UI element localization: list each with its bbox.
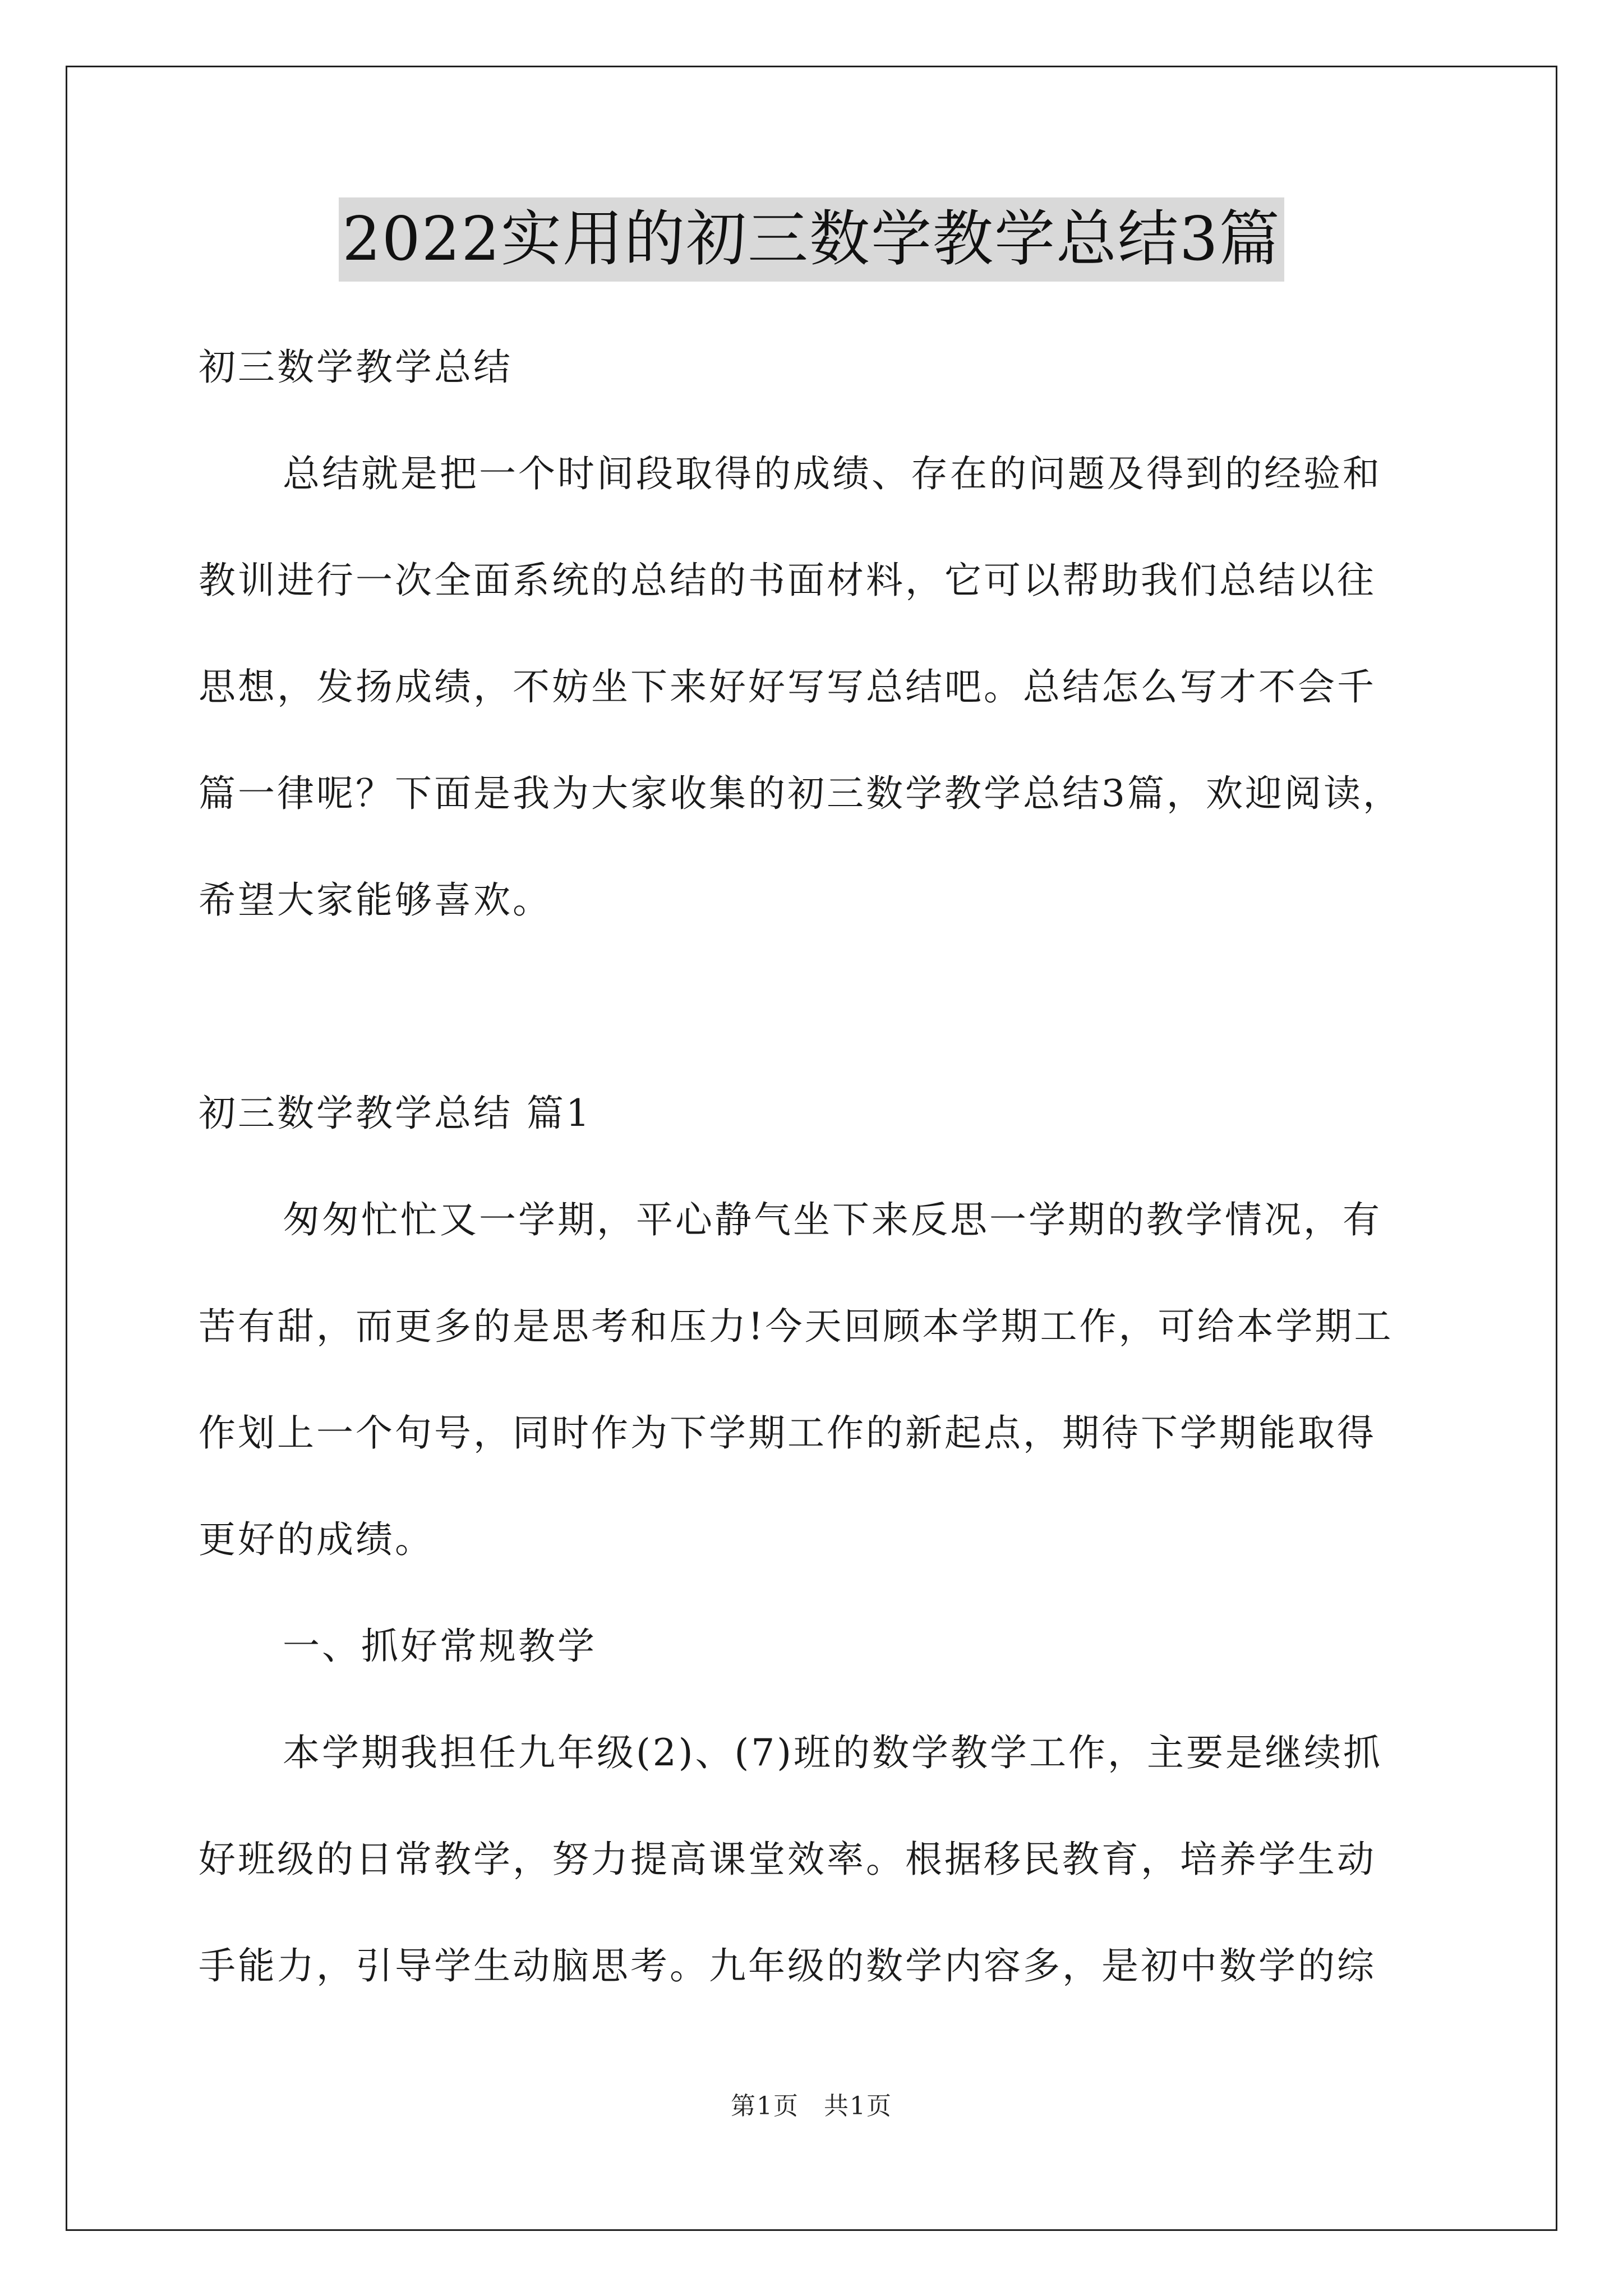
- text-line: 本学期我担任九年级(2)、(7)班的数学教学工作，主要是继续抓: [283, 1731, 1382, 1774]
- text-line: 苦有甜，而更多的是思考和压力!今天回顾本学期工作，可给本学期工: [199, 1305, 1394, 1348]
- blank-line: [199, 954, 1455, 1060]
- text-line: 希望大家能够喜欢。: [199, 878, 552, 922]
- text-line: 总结就是把一个时间段取得的成绩、存在的问题及得到的经验和: [283, 452, 1382, 495]
- text-line: 初三数学教学总结 篇1: [199, 1092, 592, 1135]
- text-line: 思想，发扬成绩，不妨坐下来好好写写总结吧。总结怎么写才不会千: [199, 665, 1376, 708]
- text-line: 一、抓好常规教学: [283, 1625, 597, 1668]
- text-line: 匆匆忙忙又一学期，平心静气坐下来反思一学期的教学情况，有: [283, 1198, 1382, 1241]
- text-line: 篇一律呢？下面是我为大家收集的初三数学教学总结3篇，欢迎阅读，: [199, 772, 1402, 815]
- text-line: 更好的成绩。: [199, 1518, 434, 1561]
- page-number-current: 第1页: [731, 2092, 799, 2120]
- page-footer: [0, 2086, 1623, 2122]
- document-body: [199, 314, 1455, 2019]
- text-line: 好班级的日常教学，努力提高课堂效率。根据移民教育，培养学生动: [199, 1838, 1376, 1881]
- text-line: 手能力，引导学生动脑思考。九年级的数学内容多，是初中数学的综: [199, 1944, 1376, 1987]
- text-line: 初三数学教学总结: [199, 346, 513, 389]
- page-number-total: 共1页: [824, 2092, 892, 2120]
- text-line: 教训进行一次全面系统的总结的书面材料，它可以帮助我们总结以往: [199, 559, 1376, 602]
- text-line: 作划上一个句号，同时作为下学期工作的新起点，期待下学期能取得: [199, 1411, 1376, 1455]
- title-container: [0, 197, 1623, 282]
- document-title: 2022实用的初三数学教学总结3篇: [339, 197, 1284, 282]
